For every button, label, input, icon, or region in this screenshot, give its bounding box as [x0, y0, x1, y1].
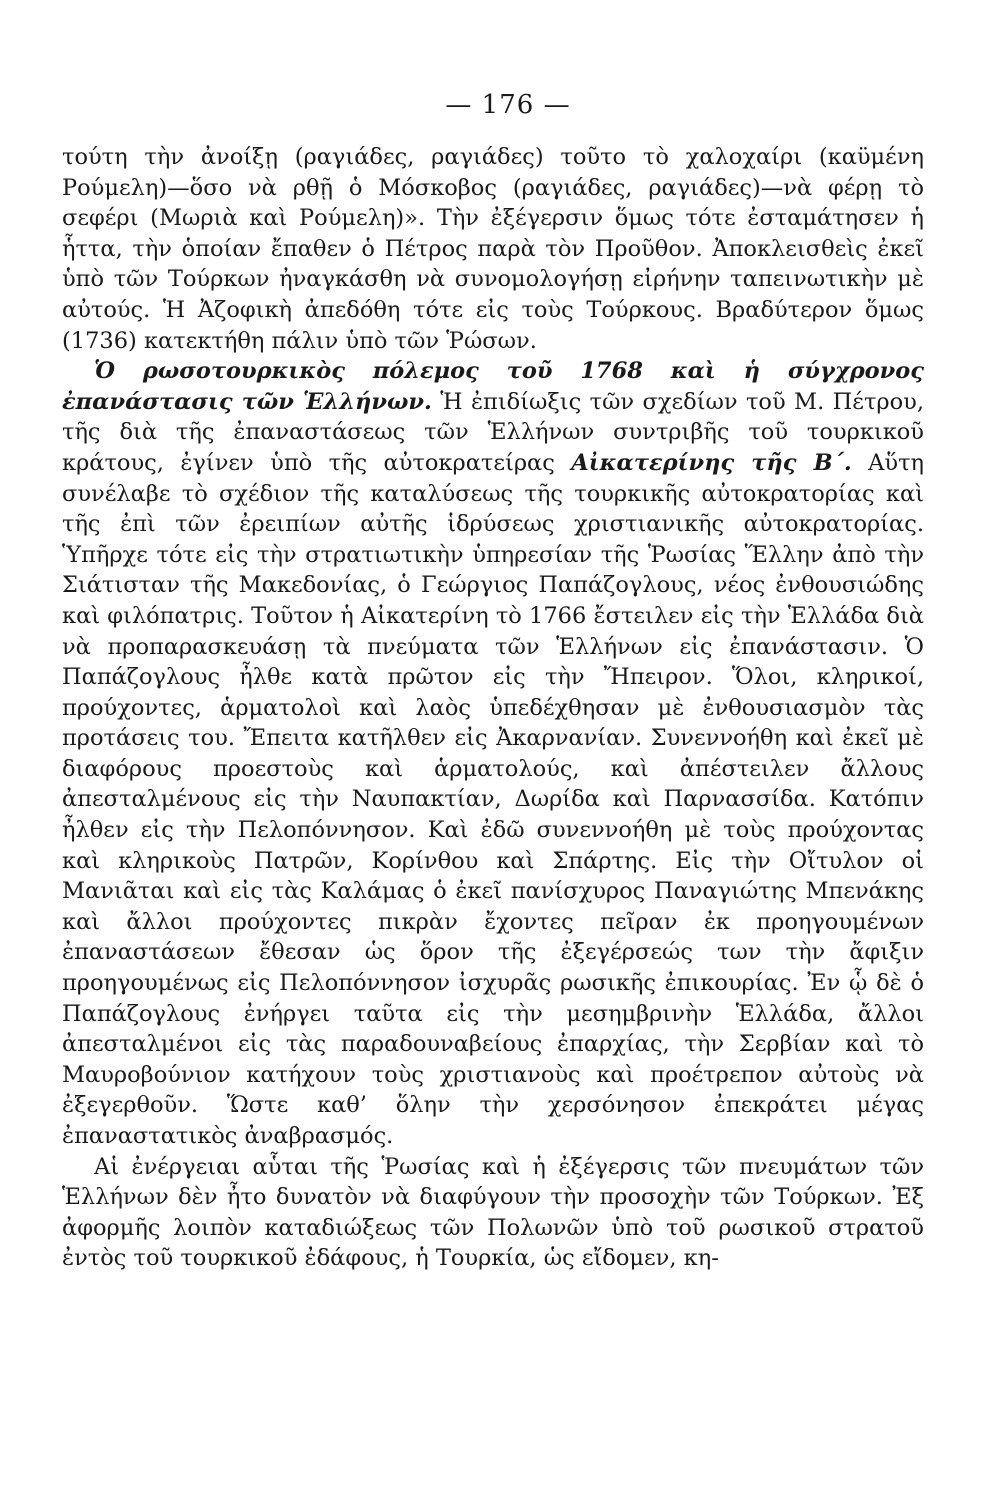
paragraph-1: τούτη τὴν ἀνοίξῃ (ραγιάδες, ραγιάδες) τοῦτο τὸ χαλοχαίρι (καϋμένη Ρούμελη)—ὅσο νὰ ρθῇ ὁ Μόσκοβος (ραγιάδες, ραγιάδες)—νὰ φέρῃ τὸ σεφέρι (Μωριὰ καὶ Ρούμελη)». Τὴν ἐξέγερσιν ὅμως τότε ἐσταμάτησεν ἡ ἧττα, τὴν ὁποίαν ἔπαθεν ὁ Πέτρος παρὰ τὸν Προῦθον. Ἀποκλεισθεὶς ἐκεῖ ὑπὸ τῶν Τούρκων ἠναγκάσθη νὰ συνομολογήσῃ εἰρήνην ταπεινωτικὴν μὲ αὐτούς. Ἡ Ἀζοφικὴ ἀπεδόθη τότε εἰς τοὺς Τούρκους. Βραδύτερον ὅμως (1736) κατεκτήθη πάλιν ὑπὸ τῶν Ῥώσων.	[62, 144, 924, 354]
page-number: — 176 —	[445, 90, 571, 120]
paragraph-3: Αἱ ἐνέργειαι αὗται τῆς Ῥωσίας καὶ ἡ ἐξέγερσις τῶν πνευμάτων τῶν Ἑλλήνων δὲν ἦτο δυνατὸν νὰ διαφύγουν τὴν προσοχὴν τῶν Τούρκων. Ἐξ ἀφορμῆς λοιπὸν καταδιώξεως τῶν Πολωνῶν ὑπὸ τοῦ ρωσικοῦ στρατοῦ ἐντὸς τοῦ τουρκικοῦ ἐδάφους, ἡ Τουρκία, ὡς εἴδομεν, κη-	[62, 1153, 924, 1272]
paragraph-2-text-a: Ἡ ἐπιδίωξις τῶν σχεδίων τοῦ Μ. Πέτρου, τῆς διὰ τῆς ἐπαναστάσεως τῶν Ἑλλήνων συντριβῆς τοῦ τουρκικοῦ κράτους, ἐγίνεν ὑπὸ τῆς αὐτοκρατείρας	[62, 388, 924, 476]
paragraph-2-text-b: Αὕτη συνέλαβε τὸ σχέδιον τῆς καταλύσεως τῆς τουρκικῆς αὐτοκρατορίας καὶ τῆς ἐπὶ τῶν ἐρειπίων αὐτῆς ἱδρύσεως χριστιανικῆς αὐτοκρατορίας. Ὑπῆρχε τότε εἰς τὴν στρατιωτικὴν ὑπηρεσίαν τῆς Ῥωσίας Ἕλλην ἀπὸ τὴν Σιάτισταν τῆς Μακεδονίας, ὁ Γεώργιος Παπάζογλους, νέος ἐνθουσιώδης καὶ φιλόπατρις. Τοῦτον ἡ Αἰκατερίνη τὸ 1766 ἔστειλεν εἰς τὴν Ἑλλάδα διὰ νὰ προπαρασκευάσῃ τὰ πνεύματα τῶν Ἑλλήνων εἰς ἐπανάστασιν. Ὁ Παπάζογλους ἦλθε κατὰ πρῶτον εἰς τὴν Ἤπειρον. Ὅλοι, κληρικοί, προύχοντες, ἁρματολοὶ καὶ λαὸς ὑπεδέχθησαν μὲ ἐνθουσιασμὸν τὰς προτάσεις του. Ἔπειτα κατῆλθεν εἰς Ἀκαρνανίαν. Συνεννοήθη καὶ ἐκεῖ μὲ διαφόρους προεστοὺς καὶ ἁρματολούς, καὶ ἀπέστειλεν ἄλλους ἀπεσταλμένους εἰς τὴν Ναυπακτίαν, Δωρίδα καὶ Παρνασσίδα. Κατόπιν ἦλθεν εἰς τὴν Πελοπόννησον. Καὶ ἐδῶ συνεννοήθη μὲ τοὺς προύχοντας καὶ κληρικοὺς Πατρῶν, Κορίνθου καὶ Σπάρτης. Εἰς τὴν Οἴτυλον οἱ Μανιᾶται καὶ εἰς τὰς Καλάμας ὁ ἐκεῖ πανίσχυρος Παναγιώτης Μπενάκης καὶ ἄλλοι προύχοντες πικρὰν ἔχοντες πεῖραν ἐκ προηγουμένων ἐπαναστάσεων ἔθεσαν ὡς ὅρον τῆς ἐξεγέρσεώς των τὴν ἄφιξιν προηγουμένως εἰς Πελοπόννησον ἰσχυρᾶς ρωσικῆς ἐπικουρίας. Ἐν ᾧ δὲ ὁ Παπάζογλους ἐνήργει ταῦτα εἰς τὴν μεσημβρινὴν Ἑλλάδα, ἄλλοι ἀπεσταλμένοι εἰς τὰς παραδουναβείους ἐπαρχίας, τὴν Σερβίαν καὶ τὸ Μαυροβούνιον κατήχουν τοὺς χριστιανοὺς καὶ προέτρεπον αὐτοὺς νὰ ἐξεγερθοῦν. Ὥστε καθ’ ὅλην τὴν χερσόνησον ἐπεκράτει μέγας ἐπαναστατικὸς ἀναβρασμός.	[62, 449, 924, 1149]
section-heading: Ὁ ρωσοτουρκικὸς πόλεμος τοῦ 1768 καὶ ἡ σύγχρονος ἐπανάστασις τῶν Ἑλλήνων.	[62, 358, 924, 415]
paragraph-2	[62, 356, 924, 1151]
book-page	[62, 90, 924, 1480]
empress-name: Αἰκατερίνης τῆς Β΄.	[571, 449, 852, 476]
